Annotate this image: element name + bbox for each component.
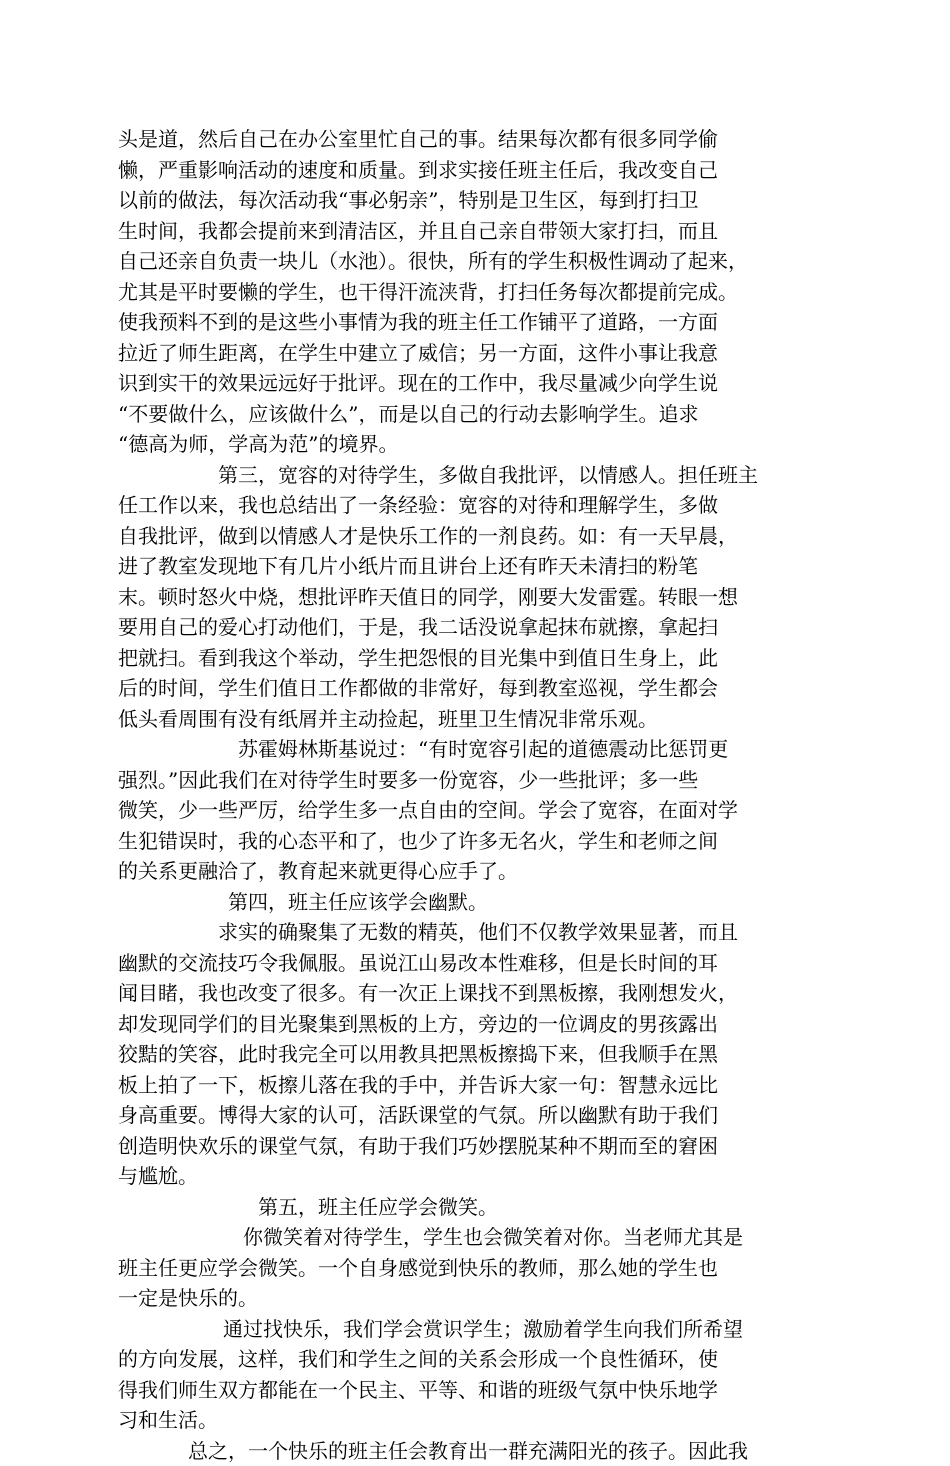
text-line: 幽默的交流技巧令我佩服。虽说江山易改本性难移，但是长时间的耳 <box>118 948 826 979</box>
text-line: 以前的做法，每次活动我“事必躬亲”，特别是卫生区，每到打扫卫 <box>118 185 826 216</box>
text-line: “不要做什么，应该做什么”，而是以自己的行动去影响学生。追求 <box>118 399 826 430</box>
text-line: 的关系更融洽了，教育起来就更得心应手了。 <box>118 856 826 887</box>
text-line: 头是道，然后自己在办公室里忙自己的事。结果每次都有很多同学偷 <box>118 124 826 155</box>
text-line: 与尴尬。 <box>118 1161 826 1192</box>
text-line: 生时间，我都会提前来到清洁区，并且自己亲自带领大家打扫，而且 <box>118 216 826 247</box>
text-line: 却发现同学们的目光聚集到黑板的上方，旁边的一位调皮的男孩露出 <box>118 1009 826 1040</box>
paragraph-heading: 第四，班主任应该学会幽默。 <box>118 887 826 918</box>
text-line: 强烈。”因此我们在对待学生时要多一份宽容，少一些批评；多一些 <box>118 765 826 796</box>
text-line: 闻目睹，我也改变了很多。有一次正上课找不到黑板擦，我刚想发火， <box>118 978 826 1009</box>
text-line: 懒，严重影响活动的速度和质量。到求实接任班主任后，我改变自己 <box>118 155 826 186</box>
text-line: 狡黠的笑容，此时我完全可以用教具把黑板擦捣下来，但我顺手在黑 <box>118 1039 826 1070</box>
text-line: 自己还亲自负责一块儿（水池）。很快，所有的学生积极性调动了起来， <box>118 246 826 277</box>
text-line: 使我预料不到的是这些小事情为我的班主任工作铺平了道路，一方面 <box>118 307 826 338</box>
paragraph-heading: 第五，班主任应学会微笑。 <box>118 1192 826 1223</box>
paragraph-start: 通过找快乐，我们学会赏识学生；激励着学生向我们所希望 <box>118 1314 826 1345</box>
text-line: “德高为师，学高为范”的境界。 <box>118 429 826 460</box>
paragraph-start: 求实的确聚集了无数的精英，他们不仅教学效果显著，而且 <box>118 917 826 948</box>
paragraph-start: 你微笑着对待学生，学生也会微笑着对你。当老师尤其是 <box>118 1222 826 1253</box>
text-line: 末。顿时怒火中烧，想批评昨天值日的同学，刚要大发雷霆。转眼一想 <box>118 582 826 613</box>
text-line: 身高重要。博得大家的认可，活跃课堂的气氛。所以幽默有助于我们 <box>118 1100 826 1131</box>
text-line: 班主任更应学会微笑。一个自身感觉到快乐的教师，那么她的学生也 <box>118 1253 826 1284</box>
paragraph-start: 苏霍姆林斯基说过：“有时宽容引起的道德震动比惩罚更 <box>118 734 826 765</box>
text-line: 微笑，少一些严厉，给学生多一点自由的空间。学会了宽容，在面对学 <box>118 795 826 826</box>
text-line: 习和生活。 <box>118 1405 826 1436</box>
text-line: 进了教室发现地下有几片小纸片而且讲台上还有昨天未清扫的粉笔 <box>118 551 826 582</box>
text-line: 创造明快欢乐的课堂气氛，有助于我们巧妙摆脱某种不期而至的窘困 <box>118 1131 826 1162</box>
paragraph-start: 总之，一个快乐的班主任会教育出一群充满阳光的孩子。因此我 <box>118 1436 826 1466</box>
text-line: 低头看周围有没有纸屑并主动捡起，班里卫生情况非常乐观。 <box>118 704 826 735</box>
text-line: 得我们师生双方都能在一个民主、平等、和谐的班级气氛中快乐地学 <box>118 1375 826 1406</box>
text-line: 拉近了师生距离，在学生中建立了威信；另一方面，这件小事让我意 <box>118 338 826 369</box>
paragraph-heading: 第三，宽容的对待学生，多做自我批评，以情感人。担任班主 <box>118 460 826 491</box>
text-line: 要用自己的爱心打动他们，于是，我二话没说拿起抹布就擦，拿起扫 <box>118 612 826 643</box>
text-line: 后的时间，学生们值日工作都做的非常好，每到教室巡视，学生都会 <box>118 673 826 704</box>
text-line: 的方向发展，这样，我们和学生之间的关系会形成一个良性循环，使 <box>118 1344 826 1375</box>
text-line: 一定是快乐的。 <box>118 1283 826 1314</box>
text-line: 自我批评，做到以情感人才是快乐工作的一剂良药。如：有一天早晨， <box>118 521 826 552</box>
text-line: 把就扫。看到我这个举动，学生把怨恨的目光集中到值日生身上，此 <box>118 643 826 674</box>
text-line: 生犯错误时，我的心态平和了，也少了许多无名火，学生和老师之间 <box>118 826 826 857</box>
text-line: 尤其是平时要懒的学生，也干得汗流浃背，打扫任务每次都提前完成。 <box>118 277 826 308</box>
text-line: 板上拍了一下，板擦儿落在我的手中，并告诉大家一句：智慧永远比 <box>118 1070 826 1101</box>
text-line: 任工作以来，我也总结出了一条经验：宽容的对待和理解学生，多做 <box>118 490 826 521</box>
body-text <box>118 124 826 1466</box>
text-line: 识到实干的效果远远好于批评。现在的工作中，我尽量减少向学生说 <box>118 368 826 399</box>
